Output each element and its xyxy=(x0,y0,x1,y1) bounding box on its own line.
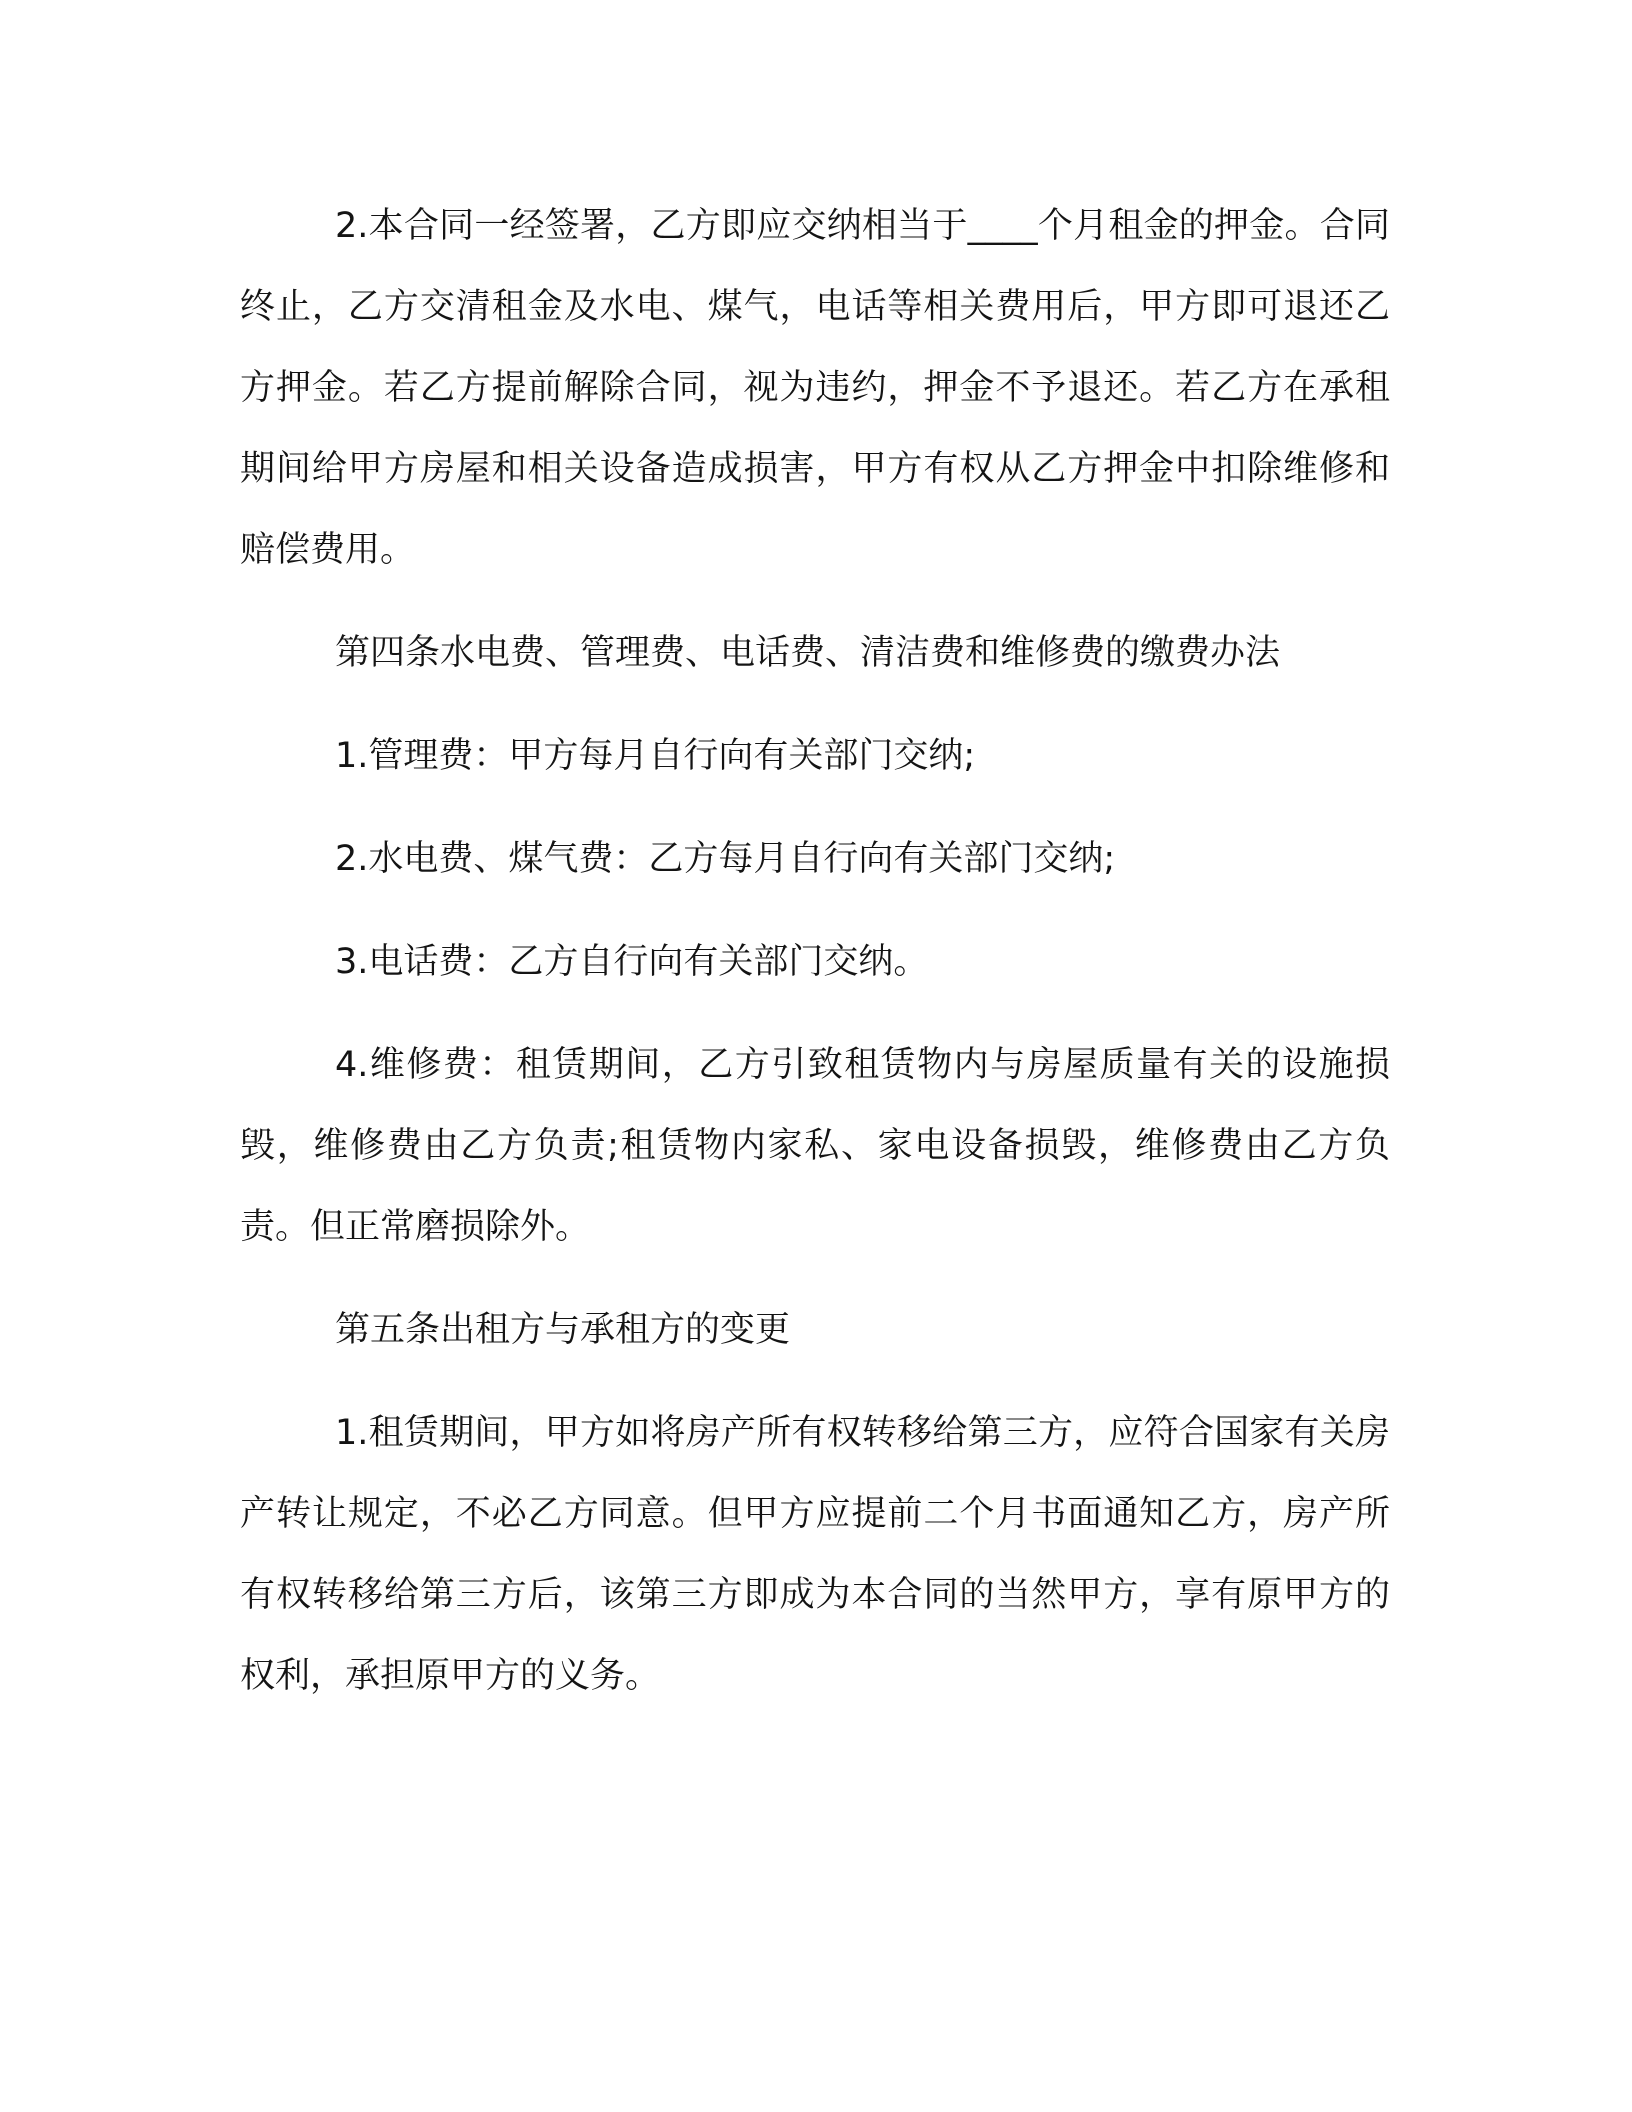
article-5-heading: 第五条出租方与承租方的变更 xyxy=(335,1310,791,1350)
repair-fee-paragraph: 4.维修费：租赁期间，乙方引致租赁物内与房屋质量有关的设施损毁，维修费由乙方负责;租赁物内家私、家电设备损毁，维修费由乙方负责。但正常磨损除外。 xyxy=(240,1045,1390,1247)
phone-fee-paragraph: 3.电话费：乙方自行向有关部门交纳。 xyxy=(335,942,929,982)
article-4-heading: 第四条水电费、管理费、电话费、清洁费和维修费的缴费办法 xyxy=(335,633,1281,673)
document-page xyxy=(240,186,1390,1739)
deposit-clause-paragraph: 2.本合同一经签署，乙方即应交纳相当于____个月租金的押金。合同终止，乙方交清租金及水电、煤气，电话等相关费用后，甲方即可退还乙方押金。若乙方提前解除合同，视为违约，押金不予退还。若乙方在承租期间给甲方房屋和相关设备造成损害，甲方有权从乙方押金中扣除维修和赔偿费用。 xyxy=(240,206,1390,570)
management-fee-paragraph: 1.管理费：甲方每月自行向有关部门交纳; xyxy=(335,736,976,776)
ownership-transfer-paragraph: 1.租赁期间，甲方如将房产所有权转移给第三方，应符合国家有关房产转让规定，不必乙方同意。但甲方应提前二个月书面通知乙方，房产所有权转移给第三方后，该第三方即成为本合同的当然甲方，享有原甲方的权利，承担原甲方的义务。 xyxy=(240,1413,1390,1696)
utility-fee-paragraph: 2.水电费、煤气费：乙方每月自行向有关部门交纳; xyxy=(335,839,1116,879)
